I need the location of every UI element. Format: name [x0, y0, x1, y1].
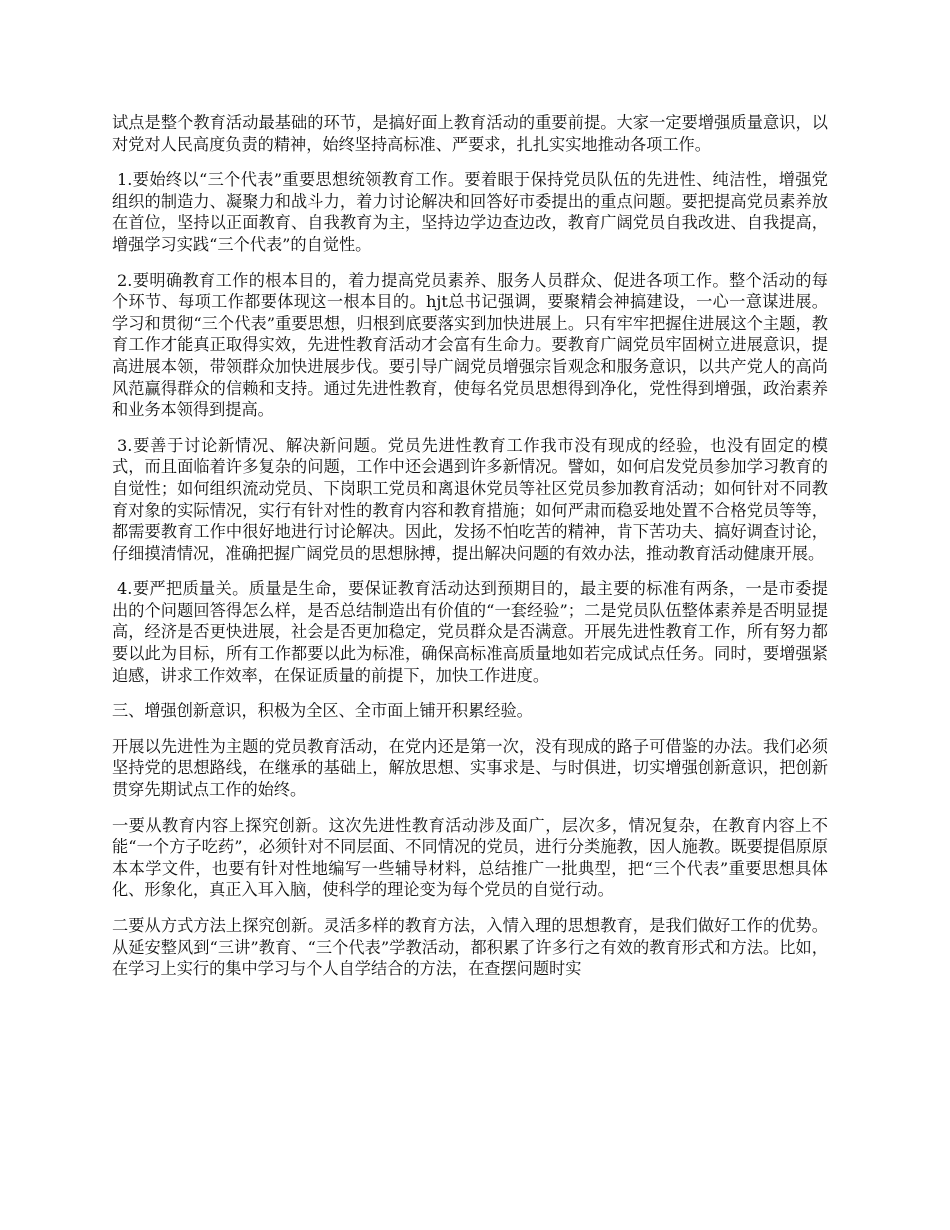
innovation-method-paragraph: 二要从方式方法上探究创新。灵活多样的教育方法，入情入理的思想教育，是我们做好工作的优势。从延安整风到“三讲”教育、“三个代表”学教活动，都积累了许多行之有效的教育形式和方法。比如，在学习上实行的集中学习与个人自学结合的方法，在查摆问题时实 [112, 916, 828, 979]
intro-paragraph: 试点是整个教育活动最基础的环节，是搞好面上教育活动的重要前提。大家一定要增强质量意识，以对党对人民高度负责的精神，始终坚持高标准、严要求，扎扎实实地推动各项工作。 [112, 113, 828, 154]
point-4-paragraph: 4.要严把质量关。质量是生命，要保证教育活动达到预期目的，最主要的标准有两条，一是市委提出的个问题回答得怎么样，是否总结制造出有价值的“一套经验”；二是党员队伍整体素养是否明显提高，经济是否更快进展，社会是否更加稳定，党员群众是否满意。开展先进性教育工作，所有努力都要以此为目标，所有工作都要以此为标准，确保高标准高质量地如若完成试点任务。同时，要增强紧迫感，讲求工作效率，在保证质量的前提下，加快工作进度。 [112, 579, 828, 685]
point-1-paragraph: 1.要始终以“三个代表”重要思想统领教育工作。要着眼于保持党员队伍的先进性、纯洁性，增强党组织的制造力、凝聚力和战斗力，着力讨论解决和回答好市委提出的重点问题。要把提高党员素养放在首位，坚持以正面教育、自我教育为主，坚持边学边查边改，教育广阔党员自我改进、自我提高，增强学习实践“三个代表”的自觉性。 [112, 170, 828, 254]
point-3-paragraph: 3.要善于讨论新情况、解决新问题。党员先进性教育工作我市没有现成的经验，也没有固定的模式，而且面临着许多复杂的问题，工作中还会遇到许多新情况。譬如，如何启发党员参加学习教育的自觉性；如何组织流动党员、下岗职工党员和离退休党员等社区党员参加教育活动；如何针对不同教育对象的实际情况，实行有针对性的教育内容和教育措施；如何严肃而稳妥地处置不合格党员等等，都需要教育工作中很好地进行讨论解决。因此，发扬不怕吃苦的精神，肯下苦功夫、搞好调查讨论，仔细摸清情况，准确把握广阔党员的思想脉搏，提出解决问题的有效办法，推动教育活动健康开展。 [112, 435, 828, 563]
section-three-heading: 三、增强创新意识，积极为全区、全市面上铺开积累经验。 [112, 701, 533, 721]
section-three-intro-paragraph: 开展以先进性为主题的党员教育活动，在党内还是第一次，没有现成的路子可借鉴的办法。我们必须坚持党的思想路线，在继承的基础上，解放思想、实事求是、与时俱进，切实增强创新意识，把创新贯穿先期试点工作的始终。 [112, 736, 828, 800]
document-body [112, 112, 828, 994]
point-2-paragraph: 2.要明确教育工作的根本目的，着力提高党员素养、服务人员群众、促进各项工作。整个活动的每个环节、每项工作都要体现这一根本目的。hjt总书记强调，要聚精会神搞建设，一心一意谋进展。学习和贯彻“三个代表”重要思想，归根到底要落实到加快进展上。只有牢牢把握住进展这个主题，教育工作才能真正取得实效，先进性教育活动才会富有生命力。要教育广阔党员牢固树立进展意识，提高进展本领，带领群众加快进展步伐。要引导广阔党员增强宗旨观念和服务意识，以共产党人的高尚风范赢得群众的信赖和支持。通过先进性教育，使每名党员思想得到净化，党性得到增强，政治素养和业务本领得到提高。 [112, 270, 828, 420]
innovation-content-paragraph: 一要从教育内容上探究创新。这次先进性教育活动涉及面广，层次多，情况复杂，在教育内容上不能“一个方子吃药”，必须针对不同层面、不同情况的党员，进行分类施教，因人施教。既要提倡原原本本学文件，也要有针对性地编写一些辅导材料，总结推广一批典型，把“三个代表”重要思想具体化、形象化，真正入耳入脑，使科学的理论变为每个党员的自觉行动。 [112, 815, 828, 900]
